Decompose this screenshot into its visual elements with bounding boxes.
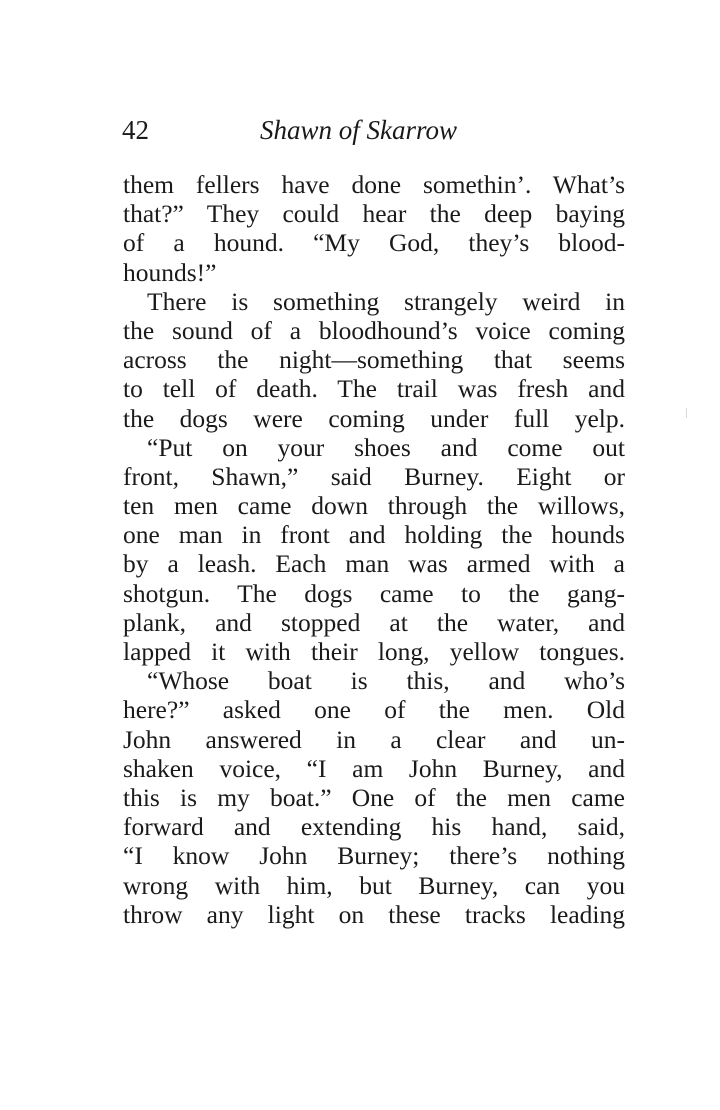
paragraph-first-line: There is something strangely weird in (147, 286, 625, 316)
text-line: John answered in a clear and un- (123, 724, 625, 754)
text-line: here?” asked one of the men. Old (123, 695, 625, 725)
text-line: the sound of a bloodhound’s voice coming (123, 315, 625, 345)
text-line: front, Shawn,” said Burney. Eight or (123, 461, 625, 491)
margin-mark (686, 408, 687, 418)
text-line: that?” They could hear the deep baying (123, 199, 625, 229)
running-title: Shawn of Skarrow (260, 115, 458, 145)
text-line: ten men came down through the willows, (123, 491, 625, 521)
paragraph-first-line: “Whose boat is this, and who’s (147, 666, 625, 696)
text-line: plank, and stopped at the water, and (123, 607, 625, 637)
text-line: forward and extending his hand, said, (123, 812, 625, 842)
text-line: the dogs were coming under full yelp. (123, 403, 625, 433)
text-line: this is my boat.” One of the men came (123, 782, 625, 812)
text-line: throw any light on these tracks leading (123, 899, 625, 929)
text-line: across the night—something that seems (123, 345, 625, 375)
text-line: them fellers have done somethin’. What’s (123, 170, 625, 199)
text-line: to tell of death. The trail was fresh and (123, 374, 625, 404)
text-line: of a hound. “My God, they’s blood- (123, 228, 625, 258)
running-head (122, 112, 628, 148)
text-line: shaken voice, “I am John Burney, and (123, 753, 625, 783)
page-number: 42 (122, 115, 149, 145)
text-line: one man in front and holding the hounds (123, 520, 625, 550)
text-line: wrong with him, but Burney, can you (123, 870, 625, 900)
paragraph-first-line: “Put on your shoes and come out (147, 432, 625, 462)
body-text (123, 170, 625, 929)
text-line: “I know John Burney; there’s nothing (123, 841, 625, 871)
text-line: shotgun. The dogs came to the gang- (123, 578, 625, 608)
text-line: by a leash. Each man was armed with a (123, 549, 625, 579)
text-line: hounds!” (123, 257, 217, 287)
text-line: lapped it with their long, yellow tongues. (123, 637, 625, 666)
